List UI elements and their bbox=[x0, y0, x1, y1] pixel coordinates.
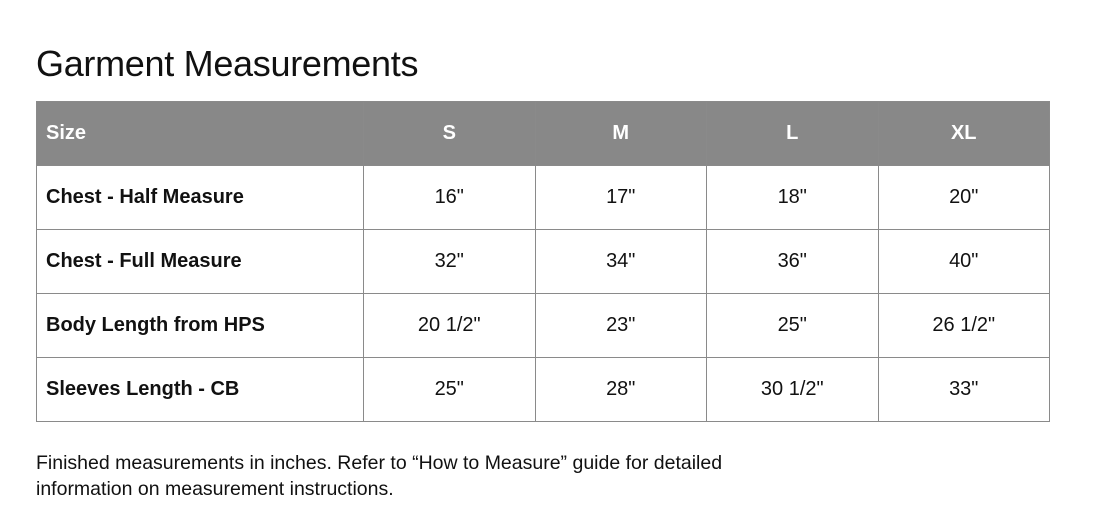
row-label-body-length: Body Length from HPS bbox=[37, 294, 364, 358]
table-cell: 40" bbox=[878, 230, 1050, 294]
header-size-xl: XL bbox=[878, 102, 1050, 166]
header-size-l: L bbox=[707, 102, 879, 166]
row-label-sleeves-length: Sleeves Length - CB bbox=[37, 358, 364, 422]
table-row bbox=[37, 294, 1050, 358]
table-cell: 16" bbox=[364, 166, 536, 230]
table-cell: 28" bbox=[535, 358, 707, 422]
header-size-m: M bbox=[535, 102, 707, 166]
header-size-s: S bbox=[364, 102, 536, 166]
table-cell: 23" bbox=[535, 294, 707, 358]
table-cell: 25" bbox=[364, 358, 536, 422]
table-cell: 36" bbox=[707, 230, 879, 294]
table-row bbox=[37, 230, 1050, 294]
table-cell: 18" bbox=[707, 166, 879, 230]
page-title: Garment Measurements bbox=[36, 43, 419, 84]
footnote bbox=[36, 450, 836, 502]
footnote-line-2: information on measurement instructions. bbox=[36, 478, 394, 500]
table-cell: 30 1/2" bbox=[707, 358, 879, 422]
footnote-line-1: Finished measurements in inches. Refer to “How to Measure” guide for detailed bbox=[36, 452, 723, 474]
row-label-chest-half: Chest - Half Measure bbox=[37, 166, 364, 230]
table-header-row bbox=[37, 102, 1050, 166]
table-cell: 17" bbox=[535, 166, 707, 230]
measurements-table bbox=[36, 101, 1050, 422]
table-row bbox=[37, 166, 1050, 230]
header-size-label: Size bbox=[37, 102, 364, 166]
table-cell: 34" bbox=[535, 230, 707, 294]
table-row bbox=[37, 358, 1050, 422]
table-cell: 32" bbox=[364, 230, 536, 294]
table-cell: 25" bbox=[707, 294, 879, 358]
table-cell: 20" bbox=[878, 166, 1050, 230]
table-cell: 20 1/2" bbox=[364, 294, 536, 358]
table-cell: 33" bbox=[878, 358, 1050, 422]
table-cell: 26 1/2" bbox=[878, 294, 1050, 358]
row-label-chest-full: Chest - Full Measure bbox=[37, 230, 364, 294]
